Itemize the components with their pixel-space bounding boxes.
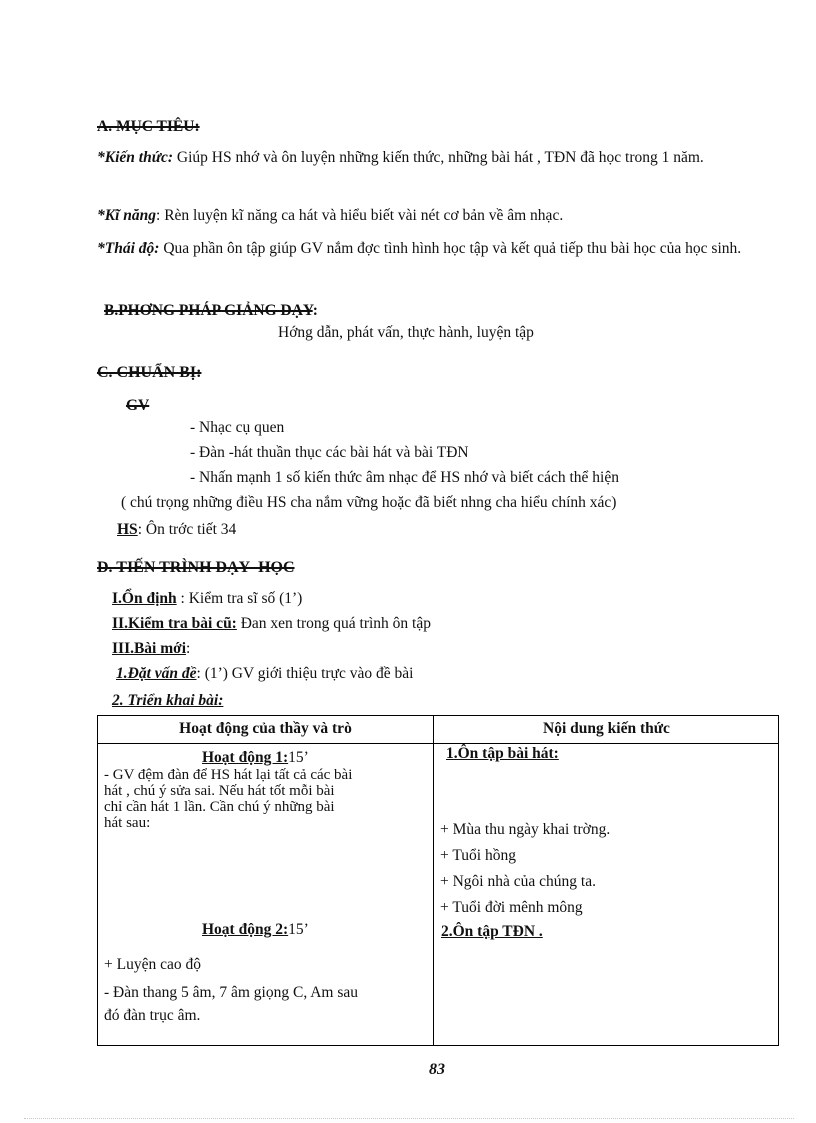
table-column-divider	[433, 716, 434, 1045]
song-item: + Mùa thu ngày khai trờng.	[440, 821, 611, 838]
section-d-title: D. TIẾN TRÌNH DẠY- HỌC	[97, 559, 295, 576]
ki-nang-label: *Kĩ năng	[97, 207, 157, 224]
thai-do-label: *Thái độ:	[97, 240, 160, 257]
footer-dotted-line	[24, 1118, 794, 1119]
dat-van-de-line	[116, 665, 413, 683]
bai-moi-line	[112, 640, 190, 658]
table-header-divider	[98, 743, 778, 744]
section-b-title	[104, 302, 318, 320]
lesson-table	[97, 715, 779, 1046]
dat-van-de-text: : (1’) GV giới thiệu trực vào đề bài	[196, 665, 414, 682]
hd1-title-text: Hoạt động 1:	[202, 749, 289, 766]
hd2-line: - Đàn thang 5 âm, 7 âm giọng C, Am sau	[104, 984, 358, 1001]
kien-thuc-paragraph	[97, 145, 780, 170]
on-dinh-label: I.Ổn định	[112, 590, 177, 607]
kiem-tra-text: Đan xen trong quá trình ôn tập	[236, 615, 431, 632]
on-dinh-line	[112, 590, 302, 608]
section-b-text: Hớng dẫn, phát vấn, thực hành, luyện tập	[278, 324, 534, 341]
section-b-colon: :	[312, 302, 318, 319]
trien-khai-label: 2. Triển khai bài:	[112, 692, 224, 709]
kiem-tra-line	[112, 615, 431, 633]
section-b-title-text: B.PHƠNG PHÁP GIẢNG DẠY	[104, 302, 313, 319]
right-title-1: 1.Ôn tập bài hát:	[446, 745, 559, 762]
kien-thuc-text: Giúp HS nhớ và ôn luyện những kiến thức, những bài hát , TĐN đã học trong 1 năm.	[173, 149, 704, 166]
song-item: + Tuổi hồng	[440, 847, 516, 864]
hd1-line: hát , chú ý sửa sai. Nếu hát tốt mỗi bài	[104, 783, 335, 799]
hs-label: HS	[117, 521, 138, 538]
gv-label: GV	[126, 397, 150, 414]
hd1-line: chỉ cần hát 1 lần. Cần chú ý những bài	[104, 799, 335, 815]
thai-do-text: Qua phần ôn tập giúp GV nắm đợc tình hình học tập và kết quả tiếp thu bài học của học sinh.	[159, 240, 742, 257]
song-item: + Tuổi đời mênh mông	[440, 899, 583, 916]
hs-line	[117, 521, 236, 539]
dat-van-de-label: 1.Đặt vấn đề	[116, 665, 197, 682]
ki-nang-text: : Rèn luyện kĩ năng ca hát và hiểu biết vài nét cơ bản về âm nhạc.	[156, 207, 564, 224]
gv-item: - Nhấn mạnh 1 số kiến thức âm nhạc để HS nhớ và biết cách thể hiện	[190, 469, 619, 486]
gv-item: - Đàn -hát thuần thục các bài hát và bài TĐN	[190, 444, 469, 461]
song-item: + Ngôi nhà của chúng ta.	[440, 873, 596, 890]
hs-text: : Ôn trớc tiết 34	[137, 521, 237, 538]
hd2-line: đó đàn trục âm.	[104, 1007, 201, 1024]
bai-moi-colon: :	[186, 640, 191, 657]
hd1-line: hát sau:	[104, 815, 151, 831]
kiem-tra-label: II.Kiểm tra bài cũ:	[112, 615, 237, 632]
right-title-2: 2.Ôn tập TĐN .	[441, 923, 543, 940]
kien-thuc-label: *Kiến thức:	[97, 149, 174, 166]
hd1-title	[202, 749, 309, 767]
hd1-line: - GV đệm đàn để HS hát lại tất cả các bài	[104, 767, 353, 783]
hd2-line: + Luyện cao độ	[104, 956, 201, 973]
hd1-time: 15’	[288, 749, 309, 766]
section-a-title: A. MỤC TIÊU:	[97, 118, 200, 135]
gv-item: - Nhạc cụ quen	[190, 419, 285, 436]
table-header-activity: Hoạt động của thầy và trò	[179, 720, 352, 737]
page-number: 83	[429, 1061, 445, 1078]
gv-note: ( chú trọng những điều HS cha nắm vững hoặc đã biết nhng cha hiểu chính xác)	[121, 494, 617, 511]
thai-do-paragraph	[97, 236, 780, 261]
hd2-title	[202, 921, 309, 939]
hd2-time: 15’	[288, 921, 309, 938]
hd2-title-text: Hoạt động 2:	[202, 921, 289, 938]
on-dinh-text: : Kiểm tra sĩ số (1’)	[176, 590, 303, 607]
bai-moi-label: III.Bài mới	[112, 640, 187, 657]
table-header-content: Nội dung kiến thức	[543, 720, 670, 737]
section-c-title: C. CHUẨN BỊ:	[97, 364, 202, 381]
ki-nang-paragraph	[97, 203, 780, 228]
